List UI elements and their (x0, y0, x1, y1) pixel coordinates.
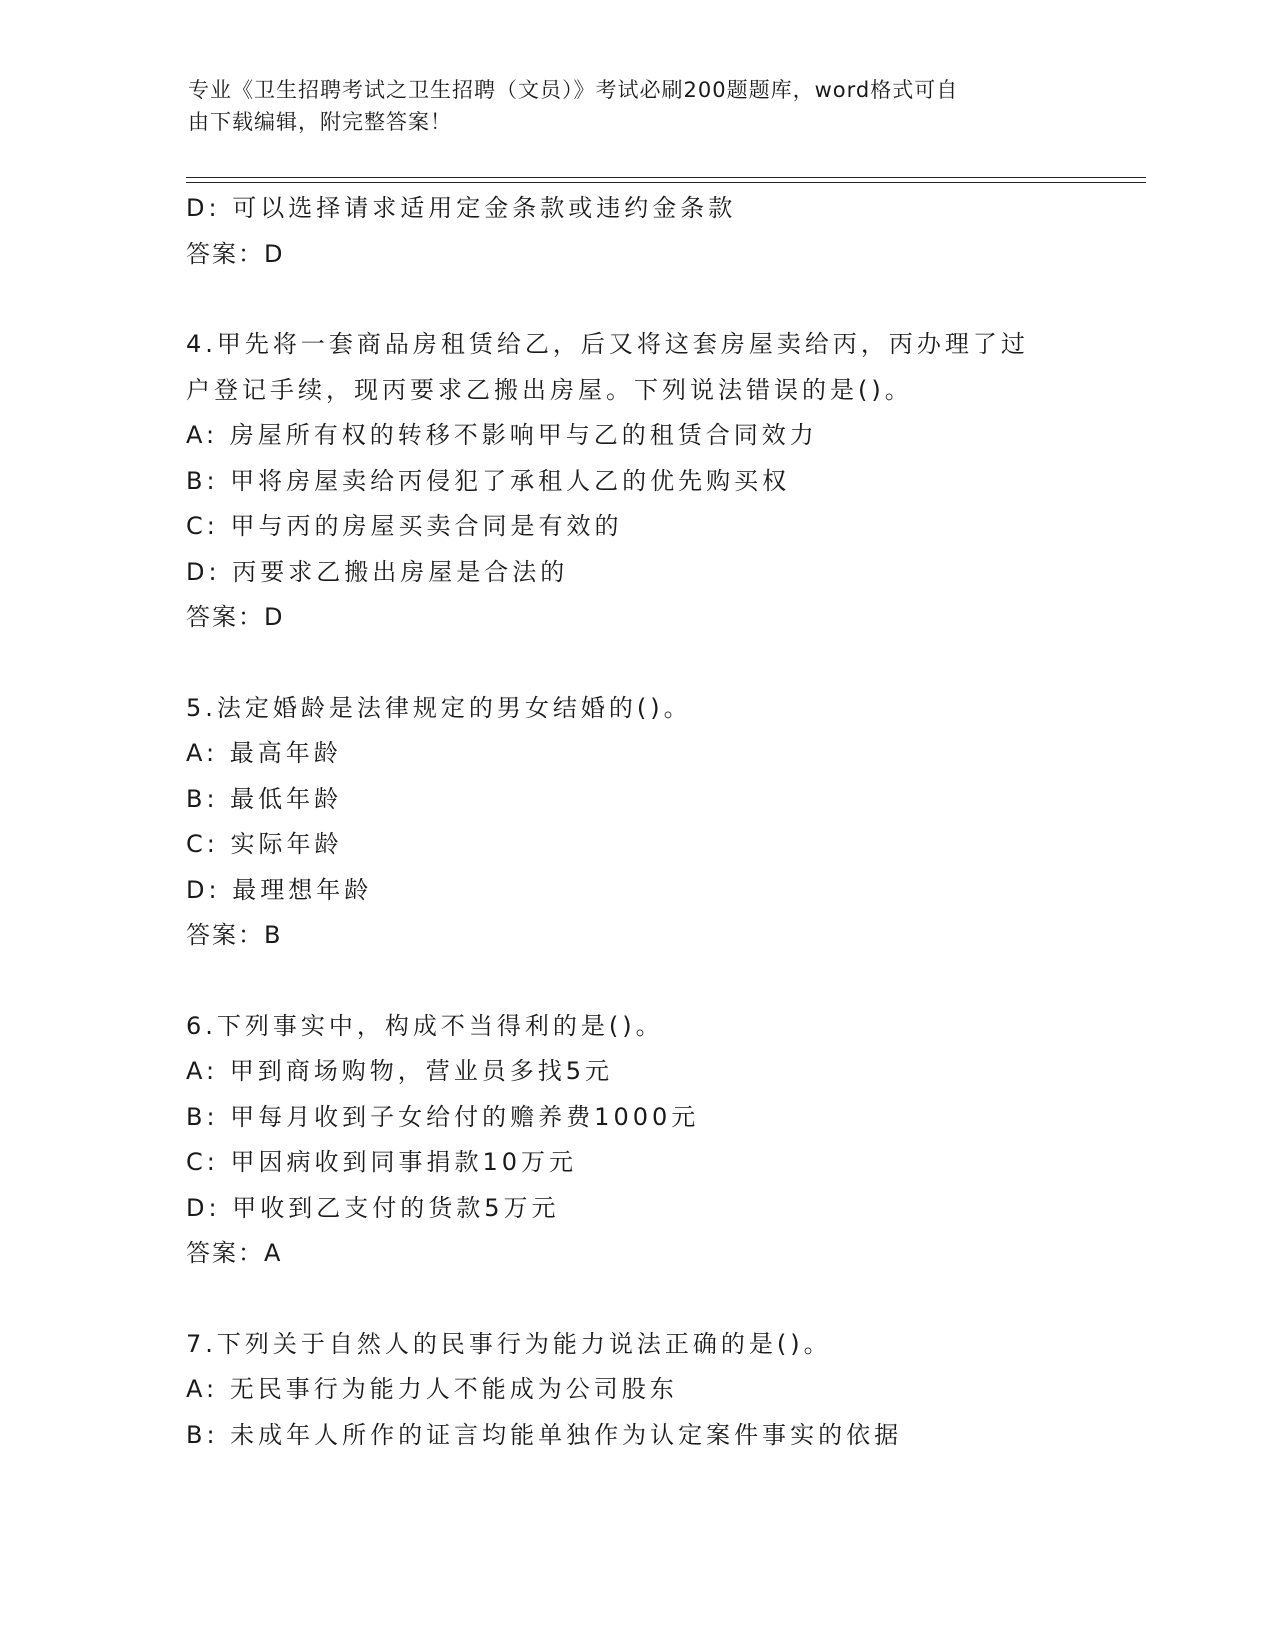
spacer (186, 1277, 1146, 1322)
option-a: A: 无民事行为能力人不能成为公司股东 (186, 1375, 678, 1403)
option-b: B: 甲将房屋卖给丙侵犯了承租人乙的优先购买权 (186, 466, 791, 495)
option-c: C: 甲因病收到同事捐款10万元 (186, 1148, 578, 1176)
spacer (186, 277, 1146, 322)
question-stem: 5.法定婚龄是法律规定的男女结婚的()。 (186, 693, 692, 722)
option-a: A: 甲到商场购物，营业员多找5元 (186, 1057, 613, 1085)
question-4 (186, 322, 1146, 641)
question-5 (186, 686, 1146, 959)
option-d: D: 可以选择请求适用定金条款或违约金条款 (186, 194, 737, 222)
question-7 (186, 1322, 1146, 1459)
option-a: A: 房屋所有权的转移不影响甲与乙的租赁合同效力 (186, 421, 818, 449)
option-c: C: 甲与丙的房屋买卖合同是有效的 (186, 512, 623, 540)
answer: 答案：D (186, 239, 285, 268)
option-d: D: 甲收到乙支付的货款5万元 (186, 1193, 560, 1222)
header-line-1: 专业《卫生招聘考试之卫生招聘（文员）》考试必刷200题题库，word格式可自 (188, 78, 959, 102)
option-d: D: 最理想年龄 (186, 875, 373, 904)
question-stem: 6.下列事实中，构成不当得利的是()。 (186, 1011, 664, 1040)
answer: 答案：D (186, 603, 285, 631)
question-6 (186, 1004, 1146, 1277)
spacer (186, 641, 1146, 686)
option-b: B: 最低年龄 (186, 784, 343, 813)
answer: 答案：B (186, 921, 283, 949)
header-line-2: 由下载编辑，附完整答案！ (188, 110, 452, 134)
option-b: B: 未成年人所作的证言均能单独作为认定案件事实的依据 (186, 1420, 903, 1449)
page-header (188, 74, 1068, 138)
option-d: D: 丙要求乙搬出房屋是合法的 (186, 557, 569, 586)
question-stem: 4.甲先将一套商品房租赁给乙，后又将这套房屋卖给丙，丙办理了过 (186, 330, 1029, 358)
answer: 答案：A (186, 1239, 283, 1267)
spacer (186, 959, 1146, 1004)
option-b: B: 甲每月收到子女给付的赡养费1000元 (186, 1102, 700, 1131)
header-rule-top (186, 177, 1146, 178)
option-c: C: 实际年龄 (186, 830, 343, 858)
question-stem: 7.下列关于自然人的民事行为能力说法正确的是()。 (186, 1329, 832, 1358)
question-stem-cont: 户登记手续，现丙要求乙搬出房屋。下列说法错误的是()。 (186, 375, 913, 404)
question-list (186, 186, 1146, 1458)
header-rule-bottom (186, 182, 1146, 183)
question-3-tail (186, 186, 1146, 277)
option-a: A: 最高年龄 (186, 739, 342, 767)
